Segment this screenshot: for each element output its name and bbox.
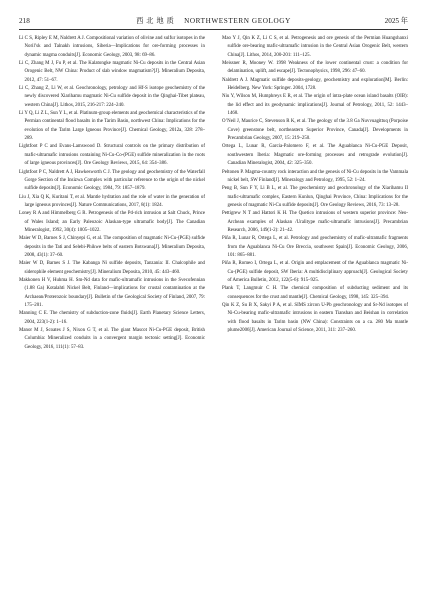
reference-entry: Ortega L, Lunar R, Garcia-Palomero F, et al. The Aguablanca Ni-Cu-PGE Deposit, southwestern Iberia: Magmatic ore-forming processes and retrograde evolution[J]. Canadian Mineralogist, 2004, 42: 325–350. <box>222 144 408 167</box>
reference-entry: Lightfoot P C and Evans-Lamswood D. Structural controls on the primary distribution of mafic-ultramafic intrusions containing Ni-Cu-Co-(PGE) sulfide mineralization in the roots of large igneous provinces[J]. Ore Geology Reviews, 2015, 64: 354–386. <box>19 144 205 167</box>
reference-entry: Mao Y J, Qin K Z, Li C S, et al. Petrogenesis and ore genesis of the Permian Huangshanxi sulfide ore-bearing mafic-ultramafic intrusion in the Central Asian Orogenic Belt, western China[J]. Lithos, 2014, 200-201: 111–125. <box>222 36 408 58</box>
journal-title <box>19 14 408 28</box>
reference-entry: Piña R, Romeo I, Ortega L, et al. Origin and emplacement of the Aguablanca magmatic Ni-Cu-(PGE) sulfide deposit, SW Iberia: A multidisciplinary approach[J]. Geological Society of America Bulletin, 2012, 122(5-6): 915–925. <box>222 261 408 283</box>
reference-entry: Loney R A and Himmelberg G R. Petrogenesis of the Pd-rich intrusion at Salt Chuck, Prince of Wales Island; an Early Paleozoic Alaskan-type ultramafic body[J]. The Canadian Mineralogist, 1992, 30(4): 1005–1022. <box>19 211 205 233</box>
journal-title-cn: 西 北 地 质 <box>136 17 175 25</box>
reference-entry: Maier W D, Barnes S J, Chinyepi G, et al. The composition of magmatic Ni-Cu-(PGE) sulfide deposits in the Tati and Selebi-Phikwe belts of eastern Botswana[J]. Mineralium Deposita, 2008, 43(1): 37–60. <box>19 236 205 258</box>
reference-entry: Piña R, Lunar R, Ortega L, et al. Petrology and geochemistry of mafic-ultramafic fragments from the Aguablanca Ni-Cu Ore Breccia, southwest Spain[J]. Economic Geology, 2006, 101: 865–881. <box>222 236 408 258</box>
reference-entry: Liu J, Xia Q K, Kuritani T, et al. Mantle hydration and the role of water in the generation of large igneous provinces[J]. Nature Communications, 2017, 8(1): 1824. <box>19 194 205 208</box>
journal-title-en: NORTHWESTERN GEOLOGY <box>184 17 291 25</box>
reference-entry: Peng B, Sun F Y, Li B L, et al. The geochemistry and geochronology of the Xiarihamu II mafic-ultramafic complex, Eastern Kunlun, Qinghai Province, China: Implications for the genesis of magmatic Ni-Cu sulfide deposits[J]. Ore Geology Reviews, 2016, 73: 13–28. <box>222 186 408 208</box>
reference-entry: Plank T, Langmuir C H. The chemical composition of subducting sediment and its consequences for the crust and mantle[J]. Chemical Geology, 1998, 145: 325–394. <box>222 286 408 300</box>
publication-year: 2025 年 <box>384 17 408 25</box>
reference-entry: Peltonen P. Magma-country rock interaction and the genesis of Ni-Cu deposits in the Vammala nickel belt, SW Finland[J]. Mineralogy and Petrology, 1995, 52: 1–24. <box>222 169 408 183</box>
reference-entry: O’Neil J, Maurice C, Stevenson R K, et al. The geology of the 3.8 Ga Nuvvuagittuq (Porpoise Cove) greenstone belt, northeastern Superior Province, Canada[J]. Developments in Precambrian Geology, 2007, 15: 219–250. <box>222 119 408 142</box>
page-number: 218 <box>19 17 30 25</box>
reference-entry: Naldrett A J. Magmatic sulfide deposits-geology, geochemistry and exploration[M]. Berlin: Heidelberg. New York: Springer. 2004, 1728. <box>222 77 408 92</box>
reference-entry: Meissner R, Mooney W. 1998 Weakness of the lower continental crust: a condition for delamination, uplift, and escape[J]. Tectonophysics, 1998, 296: 47–60. <box>222 61 408 75</box>
references-right-column <box>222 35 408 335</box>
running-header <box>19 14 408 28</box>
reference-entry: Maier W D, Barnes S J. The Kabanga Ni sulfide deposits, Tanzania: II. Chalcophile and siderophile element geochemistry[J]. Mineralium Deposita, 2010, 45: 443–460. <box>19 261 205 275</box>
references-left-column <box>19 35 205 352</box>
reference-entry: Niu Y, Wilson M, Humphreys E R, et al. The origin of intra-plate ocean island basalts (OIB): the lid effect and its geodynamic implications[J]. Journal of Petrology, 2011, 52: 1443–1468. <box>222 94 408 117</box>
reference-entry: Qin K Z, Su B X, Sakyi P A, et al. SIMS zircon U-Pb geochronology and Sr-Nd isotopes of Ni-Cu-bearing mafic-ultramafic intrusions in eastern Tianshan and Beishan in correlation with flood basalts in Tarim basin (NW China): Constraints on a ca. 280 Ma mantle plume2006[J]. American Journal of Science, 2011, 311: 237–260. <box>222 303 408 334</box>
reference-entry: Manning C E. The chemistry of subduction-zone fluids[J]. Earth Planetary Science Letters, 2004, 223(1-2): 1–16. <box>19 311 205 325</box>
header-rule <box>19 29 408 30</box>
reference-entry: Manor M J, Scoates J S, Nixon G T, et al. The giant Mascot Ni-Cu-PGE deposit, British Columbia: Mineralized conduits in a convergent margin tectonic setting[J]. Economic Geology, 2016, 111(1): 57–83. <box>19 328 205 350</box>
reference-entry: Makkonen H V, Huhma H. Sm-Nd data for mafic-ultramafic intrusions in the Svecofennian (1.88 Ga) Kotalahti Nickel Belt, Finland—implications for crustal contamination at the Archaean/Proterozoic boundary[J]. Bulletin of the Geological Society of Finland, 2007, 79: 175–201. <box>19 277 205 308</box>
reference-entry: Li C, Zhang Z, Li W, et al. Geochronology, petrology and Hf-S isotope geochemistry of the newly discovered Xiarihamu magmatic Ni-Cu sulfide deposit in the Qinghai-Tibet plateau, western China[J]. Lithos, 2015, 216-217: 224–240. <box>19 86 205 108</box>
reference-entry: Lightfoot P C, Naldrett A J, Hawkesworth C J. The geology and geochemistry of the Waterfall Gorge Section of the Insizwa Complex with particular reference to the origin of the nickel sulfide deposits[J]. Economic Geology, 1984, 79: 1857–1879. <box>19 169 205 192</box>
reference-entry: Li C S, Ripley E M, Naldrett A J. Compositional variation of olivine and sulfur isotopes in the Noril’sk and Talnakh intrusions, Siberia—Implications for ore-forming processes in dynamic magma conduits[J]. Economic Geology, 2003, 98: 69–86. <box>19 36 205 58</box>
reference-entry: Li C, Zhang M J, Fu P, et al. The Kalatongke magmatic Ni-Cu deposits in the Central Asian Orogenic Belt, NW China: Product of slab window magmatism?[J]. Mineralium Deposita, 2012, 47: 51–67. <box>19 61 205 83</box>
reference-entry: Li Y Q, Li Z L, Sun Y L, et al. Platinum-group elements and geochemical characteristics of the Permian continental flood basalts in the Tarim Basin, northwest China: Implications for the evolution of the Tarim Large Igneous Province[J]. Chemical Geology, 2012a, 328: 278–289. <box>19 111 205 142</box>
reference-entry: Pettigrew N T and Hattori K H. The Quetico intrusions of western superior province: Neo-Archean examples of Alaskan /Uralitype mafic-ultramafic intrusions[J]. Precambrian Research, 2006, 149(1-2): 21–42. <box>222 211 408 233</box>
